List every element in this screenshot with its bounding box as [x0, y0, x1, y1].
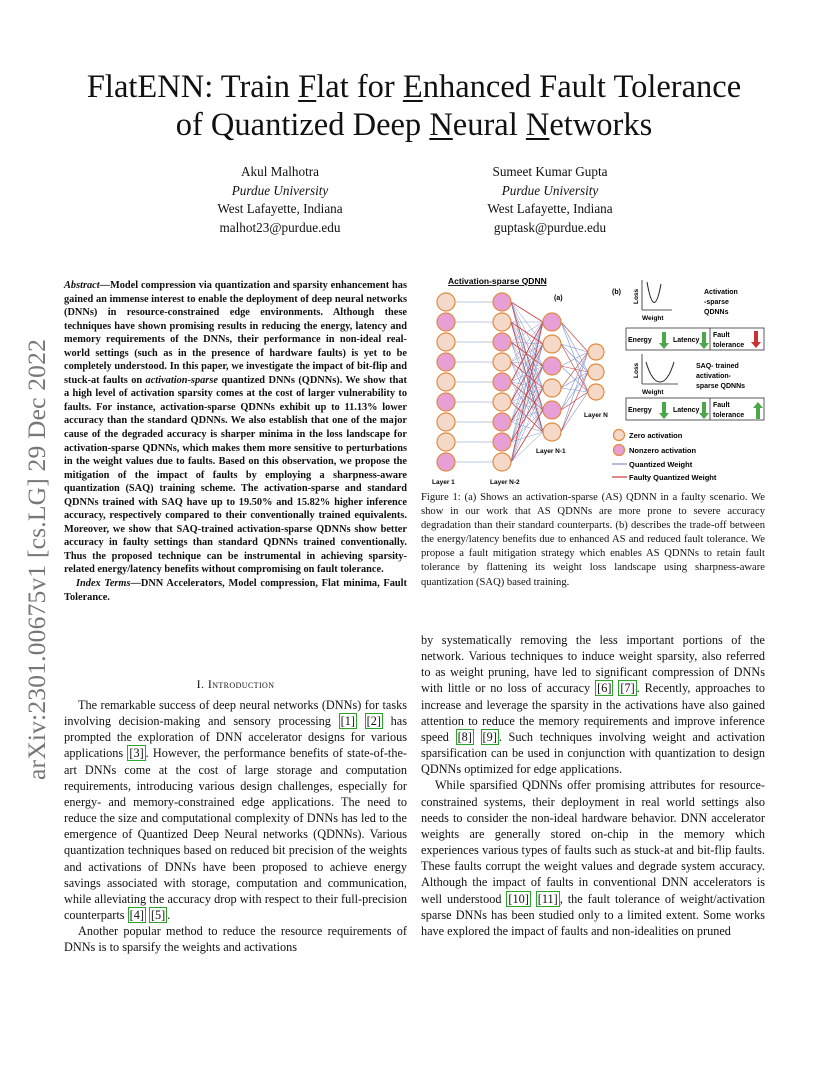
neuron-layer-2 — [493, 433, 511, 451]
body-text: . — [167, 908, 171, 923]
bottom-title-1: SAQ- trained — [696, 363, 739, 370]
neuron-layer-2 — [493, 293, 511, 311]
citation-link[interactable]: [4] — [129, 908, 144, 923]
figure-1 — [420, 272, 766, 490]
flat-minimum-curve — [646, 362, 674, 382]
faulty-weight-connection — [561, 366, 588, 372]
body-text: by systematically removing the less important portions of the network. Various techniques to induce weight sparsity, also referred to as weight pruning, have led to significant compression of DNNs with little or no loss of accuracy — [421, 633, 765, 696]
energy-down-arrow — [659, 332, 669, 349]
figure-header: Activation-sparse QDNN — [448, 276, 547, 286]
neuron-layer-2 — [493, 313, 511, 331]
body-paragraph — [64, 923, 407, 955]
neuron-layer-1 — [437, 353, 455, 371]
body-text: , the fault tolerance of weight/activation sparse DNNs has been studied only to a limited extent. Some works have explored the impact of faults and non-idealities on pruned — [421, 891, 766, 938]
legend-faulty-label: Faulty Quantized Weight — [629, 473, 717, 482]
legend-nonzero-label: Nonzero activation — [629, 446, 697, 455]
citation-link[interactable]: [7] — [620, 681, 635, 696]
fault-tolerance-down-arrow — [751, 331, 761, 348]
neuron-layer-3 — [543, 401, 561, 419]
citation-link[interactable]: [6] — [597, 681, 612, 696]
bottom-title-3: sparse QDNNs — [696, 383, 746, 390]
paper-title-line-2: of Quantized Deep Neural Networks — [175, 107, 653, 143]
layer-label-n-2: Layer N-2 — [490, 479, 520, 486]
body-text: Another popular method to reduce the resource requirements of DNNs is to sparsify the weights and activations — [64, 924, 407, 955]
author-block-2 — [450, 163, 650, 237]
energy-label-bottom: Energy — [628, 407, 652, 414]
abstract — [64, 279, 407, 604]
neuron-output-layer — [588, 384, 604, 400]
figure-1-graphic — [420, 272, 766, 490]
left-column-text — [64, 697, 407, 956]
body-text: . Such techniques involving weight and activation sparsification can be used in conjunction with quantization to design QDNNs optimized for edge applications. — [421, 729, 765, 777]
body-text: . However, the performance benefits of state-of-the-art DNNs come at the cost of large storage and computation requirements, introducing various design challenges, especially for energy- and memory-constrained edge applications. The need to reduce the size and computational complexity of DNNs has led to the emergence of Quantized Deep Neural networks (QDNNs). Various quantization techniques based on reduced bit precision of the weights and activations of DNNs have been proposed to achieve energy savings associated with storage, computation and communication, while alleviating the accuracy drop with respect to their full-precision counterparts — [64, 746, 407, 923]
energy-label-top: Energy — [628, 337, 652, 344]
fault-tol-2-top: tolerance — [713, 342, 745, 349]
citation-link[interactable]: [8] — [457, 729, 472, 744]
index-terms-text: —DNN Accelerators, Model compression, Flat minima, Fault Tolerance. — [64, 578, 407, 603]
neuron-layer-3 — [543, 335, 561, 353]
citation-link[interactable]: [10] — [508, 891, 529, 906]
network-connections — [455, 302, 588, 462]
neuron-layer-2 — [493, 393, 511, 411]
body-text: The remarkable success of deep neural networks (DNNs) for tasks involving decision-making and sensory processing — [64, 698, 407, 729]
author-name: Sumeet Kumar Gupta — [492, 164, 608, 179]
top-title-2: -sparse — [704, 299, 729, 306]
abstract-text: —Model compression via quantization and sparsity enhancement has gained an immense interest to enable the deployment of deep neural networks (DNNs) in resource-constrained edge environments. Although these techniques have shown promising results in reducing the energy, latency and memory requirements of the DNNs, their performance in non-ideal real-world settings (such as in the presence of hardware faults) is yet to be completely understood. In this paper, we investigate the impact of bit-flip and stuck-at faults on — [64, 280, 407, 386]
fault-tol-1-bottom: Fault — [713, 402, 730, 409]
layer-label-n: Layer N — [584, 412, 608, 419]
author-location: West Lafayette, Indiana — [217, 201, 343, 216]
abstract-italic-term: activation-sparse — [145, 374, 218, 386]
author-email: malhot23@purdue.edu — [219, 219, 341, 235]
citation-link[interactable]: [3] — [129, 746, 144, 761]
latency-label-top: Latency — [673, 337, 700, 344]
author-block-1 — [180, 163, 380, 237]
legend-zero-label: Zero activation — [629, 431, 683, 440]
neuron-layer-3 — [543, 379, 561, 397]
weight-connection — [561, 372, 588, 410]
fault-tolerance-up-arrow — [753, 402, 763, 419]
body-paragraph — [421, 632, 765, 777]
body-text: . Recently, approaches to increase and leverage the sparsity in the activations have also gained attention to reduce the memory requirements and improve inference speed — [421, 681, 765, 744]
body-text: has prompted the exploration of DNN accelerator designs for various applications — [64, 714, 407, 761]
neuron-layer-2 — [493, 333, 511, 351]
neuron-layer-2 — [493, 353, 511, 371]
citation-link[interactable]: [1] — [340, 714, 355, 729]
latency-down-arrow — [699, 332, 709, 349]
neuron-output-layer — [588, 364, 604, 380]
abstract-text-cont: quantized DNNs (QDNNs). We show that a high level of activation sparsity comes at the cost of larger vulnerability to faults. For instance, activation-sparse QDNNs exhibit up to 11.13% lower accuracy than the standard QDNNs. We also establish that one of the major cause of the degraded accuracy is sharper minima in the loss landscape for activation-sparse QDNNs, which makes them more sensitive to perturbations in the weight values due to faults. Based on this observation, we propose the mitigation of the impact of faults by employing a sharpness-aware quantization (SAQ) training scheme. The activation-sparse and standard QDNNs trained with SAQ have up to 19.50% and 15.82% higher inference accuracy, respectively compared to their conventionally trained equivalents. Moreover, we show that SAQ-trained activation-sparse QDNNs show better accuracy in faulty settings than standard QDNNs trained conventionally. Thus the proposed technique can be instrumental in achieving sparsity-related energy/latency benefits without compromising on fault tolerance. — [64, 374, 407, 576]
layer-label-1: Layer 1 — [432, 479, 455, 486]
right-column-text — [421, 632, 765, 939]
citation-link[interactable]: [2] — [366, 714, 381, 729]
neuron-layer-1 — [437, 373, 455, 391]
index-terms-label: Index Terms — [76, 578, 131, 590]
weight-label-top: Weight — [642, 315, 664, 322]
neuron-layer-3 — [543, 357, 561, 375]
legend-nonzero-swatch — [614, 445, 625, 456]
neuron-layer-1 — [437, 413, 455, 431]
body-text — [474, 730, 481, 744]
panel-b-label: (b) — [612, 289, 621, 296]
layer-label-n-1: Layer N-1 — [536, 448, 566, 455]
arxiv-identifier: arXiv:2301.00675v1 [cs.LG] 29 Dec 2022 — [22, 338, 51, 780]
neuron-layer-2 — [493, 373, 511, 391]
panel-a-label: (a) — [554, 295, 563, 302]
citation-link[interactable]: [5] — [150, 908, 166, 923]
fault-tol-2-bottom: tolerance — [713, 412, 745, 419]
neuron-layer-1 — [437, 313, 455, 331]
weight-label-bottom: Weight — [642, 389, 664, 396]
author-affiliation: Purdue University — [501, 182, 599, 198]
weight-connection — [511, 302, 543, 432]
loss-label-top: Loss — [633, 288, 640, 304]
body-text: While sparsified QDNNs offer promising attributes for resource-constrained systems, their deployment in real world settings also needs to consider the non-ideal hardware behavior. DNN accelerator weights are generally stored on-chip in the memory which experiences various types of faults such as stuck-at and bit-flip faults. These faults corrupt the weight values and degrade system accuracy. Although the impact of faults in conventional DNN accelerators is well understood — [421, 778, 765, 906]
body-text — [357, 714, 365, 728]
citation-link[interactable]: [9] — [482, 729, 497, 744]
latency-label-bottom: Latency — [673, 407, 700, 414]
neuron-layer-1 — [437, 453, 455, 471]
body-paragraph — [64, 697, 407, 923]
legend-zero-swatch — [614, 430, 625, 441]
neuron-output-layer — [588, 344, 604, 360]
weight-connection — [561, 372, 588, 388]
paper-title-line-1: FlatENN: Train Flat for Enhanced Fault Tolerance — [86, 69, 742, 105]
top-title-3: QDNNs — [704, 309, 729, 316]
abstract-label: Abstract — [64, 280, 100, 291]
latency-down-arrow-2 — [699, 402, 709, 419]
neuron-layer-3 — [543, 423, 561, 441]
neuron-layer-3 — [543, 313, 561, 331]
author-location: West Lafayette, Indiana — [487, 201, 613, 216]
energy-down-arrow-2 — [659, 402, 669, 419]
top-title-1: Activation — [704, 289, 738, 296]
weight-connection — [511, 322, 543, 442]
author-affiliation: Purdue University — [231, 182, 329, 198]
fault-tol-1-top: Fault — [713, 332, 730, 339]
neuron-layer-1 — [437, 333, 455, 351]
figure-caption: Figure 1: (a) Shows an activation-sparse (AS) QDNN in a faulty scenario. We show in our work that AS QDNNs are more prone to severe accuracy degradation than their standard counterparts. (b) describes the trade-off between the energy/latency benefits due to enhanced AS and reduced fault tolerance. We propose a fault mitigation strategy which enables AS QDNNs to retain fault tolerance by flattening its weight loss landscape using sharpness-aware quantization (SAQ) based training. — [421, 492, 765, 588]
sharp-minimum-curve — [647, 282, 661, 303]
legend-weight-label: Quantized Weight — [629, 460, 693, 469]
loss-label-bottom: Loss — [633, 362, 640, 378]
neuron-layer-2 — [493, 413, 511, 431]
neuron-layer-1 — [437, 293, 455, 311]
neuron-layer-2 — [493, 453, 511, 471]
citation-link[interactable]: [11] — [537, 891, 558, 906]
bottom-title-2: activation- — [696, 373, 732, 380]
author-name: Akul Malhotra — [240, 164, 319, 179]
author-email: guptask@purdue.edu — [493, 219, 607, 235]
body-paragraph — [421, 777, 765, 939]
neuron-layer-1 — [437, 433, 455, 451]
neuron-layer-1 — [437, 393, 455, 411]
section-heading: I. Introduction — [196, 677, 275, 691]
